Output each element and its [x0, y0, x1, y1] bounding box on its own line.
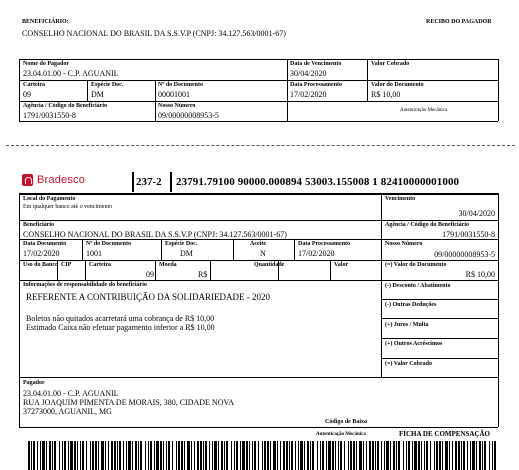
- receipt-our-number-value: 09/00000008953-5: [158, 111, 219, 120]
- currency-label: Moeda: [159, 262, 177, 268]
- slip-our-number-value: 09/00000008953-5: [434, 250, 495, 259]
- payment-place-label: Local do Pagamento: [23, 196, 76, 202]
- doc-date-label: Data Documento: [23, 241, 67, 247]
- receipt-our-number-label: Nosso Número: [158, 103, 196, 109]
- barcode: [28, 441, 498, 470]
- slip-doc-type-value: DM: [180, 249, 193, 258]
- slip-agency-label: Agência / Código do Beneficiário: [385, 222, 469, 228]
- payer-line-1: 23.04.01.00 - C.P. AGUANIL: [23, 389, 119, 398]
- payment-place-value: Em qualquer banco até o vencimento: [23, 204, 113, 210]
- receipt-payer-name-value: 23.04.01.00 - C.P. AGUANIL: [23, 69, 119, 78]
- info-line-2: Boletos não quitados acarretará uma cobrança de R$ 10,00: [26, 314, 215, 323]
- slip-doc-value-label: (=) Valor do Documento: [385, 262, 447, 268]
- accept-value: N: [260, 249, 266, 258]
- receipt-amount-label: Valor Cobrado: [371, 61, 410, 67]
- discount-label: (-) Desconto / Abatimento: [385, 283, 451, 289]
- receipt-doc-type-value: DM: [91, 90, 104, 99]
- bank-code: 237-2: [136, 176, 162, 188]
- accept-label: Aceite: [250, 241, 266, 247]
- cut-line: [6, 145, 515, 146]
- receipt-agency-value: 1791/0031550-8: [23, 111, 76, 120]
- beneficiary-label: Beneficiário: [23, 222, 54, 228]
- payer-line-3: 37273000, AGUANIL, MG: [23, 407, 112, 416]
- receipt-beneficiary-label: BENEFICIÁRIO:: [22, 19, 69, 25]
- slip-our-number-label: Nosso Número: [385, 241, 423, 247]
- receipt-agency-label: Agência / Código do Beneficiário: [23, 103, 107, 109]
- interest-label: (+) Juros / Multa: [385, 322, 429, 328]
- bank-logo: [22, 174, 85, 186]
- currency-value: R$: [198, 270, 208, 279]
- receipt-due-date-value: 30/04/2020: [290, 69, 327, 78]
- beneficiary-value: CONSELHO NACIONAL DO BRASIL DA S.S.V.P (CNPJ: 34.127.563/0001-67): [23, 230, 287, 239]
- info-line-1: REFERENTE A CONTRIBUIÇÃO DA SOLIDARIEDADE - 2020: [26, 292, 270, 302]
- other-deductions-label: (-) Outras Deduções: [385, 302, 437, 308]
- cip-label: CIP: [61, 262, 72, 268]
- drawdown-code-label: Código de Baixa: [325, 419, 368, 425]
- receipt-processing-date-label: Data Processamento: [290, 82, 343, 88]
- bank-use-label: Uso do Banco: [23, 262, 59, 268]
- slip-doc-number-label: Nº do Documento: [86, 241, 131, 247]
- slip-mech-auth: Autenticação Mecânica: [316, 432, 366, 437]
- slip-doc-type-label: Espécie Doc.: [165, 241, 198, 247]
- receipt-title: RECIBO DO PAGADOR: [426, 19, 492, 25]
- bradesco-icon: [22, 174, 33, 186]
- receipt-wallet-label: Carteira: [23, 82, 45, 88]
- receipt-wallet-value: 09: [23, 90, 31, 99]
- info-label: Informações de responsabilidade do beneficiário: [23, 282, 147, 288]
- slip-doc-number-value: 1001: [86, 249, 102, 258]
- due-value: 30/04/2020: [458, 209, 495, 218]
- receipt-due-date-label: Data de Vencimento: [290, 61, 342, 67]
- due-label: Vencimento: [385, 196, 416, 202]
- receipt-doc-number-value: 00001001: [158, 90, 190, 99]
- payer-label: Pagador: [23, 380, 45, 386]
- receipt-payer-name-label: Nome do Pagador: [23, 61, 69, 67]
- quantity-label: Quantidade: [254, 262, 285, 268]
- slip-processing-value: 17/02/2020: [298, 249, 335, 258]
- receipt-beneficiary-value: CONSELHO NACIONAL DO BRASIL DA S.S.V.P (CNPJ: 34.127.563/0001-67): [22, 29, 286, 38]
- value-label: Valor: [334, 262, 349, 268]
- slip-doc-value-value: R$ 10,00: [465, 270, 495, 279]
- payer-line-2: RUA JOAQUIM PIMENTA DE MORAIS, 380, CIDADE NOVA: [23, 398, 234, 407]
- receipt-doc-value-label: Valor do Documento: [371, 82, 424, 88]
- slip-wallet-label: Carteira: [89, 262, 111, 268]
- slip-wallet-value: 09: [146, 270, 154, 279]
- receipt-processing-date-value: 17/02/2020: [290, 90, 327, 99]
- compensation-title: FICHA DE COMPENSAÇÃO: [399, 430, 491, 438]
- digitable-line: 23791.79100 90000.000894 53003.155008 1 82410000001000: [176, 176, 460, 188]
- receipt-doc-value-value: R$ 10,00: [371, 90, 401, 99]
- receipt-doc-number-label: Nº do Documento: [158, 82, 203, 88]
- slip-agency-value: 1791/0031550-8: [442, 230, 495, 239]
- doc-date-value: 17/02/2020: [23, 249, 60, 258]
- info-line-3: Estimado Caixa não efetuar pagamento inferior a R$ 10,00: [26, 323, 215, 332]
- bank-name: Bradesco: [37, 174, 86, 186]
- receipt-mech-auth: Autenticação Mecânica: [400, 108, 448, 113]
- slip-processing-label: Data Processamento: [298, 241, 351, 247]
- charged-label: (=) Valor Cobrado: [385, 361, 432, 367]
- other-additions-label: (+) Outros Acréscimos: [385, 341, 443, 347]
- receipt-doc-type-label: Espécie Doc.: [91, 82, 124, 88]
